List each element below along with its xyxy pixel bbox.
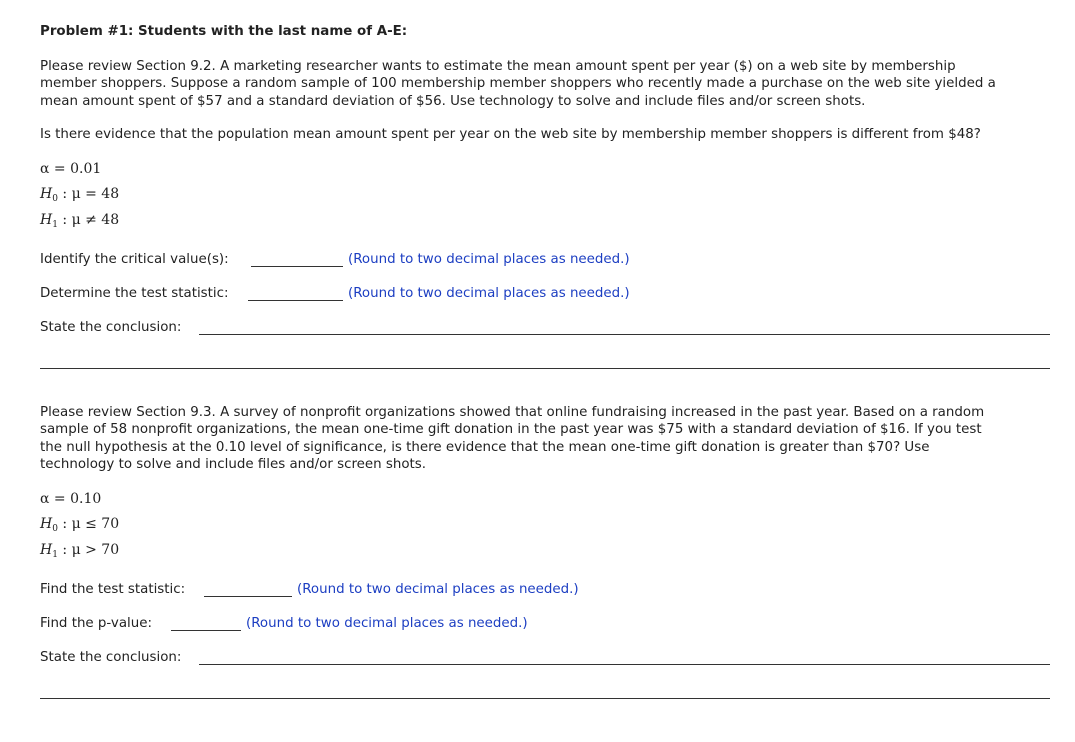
problem2-h1-symbol: H (40, 542, 53, 558)
problem2-intro (40, 404, 1050, 473)
problem1-intro (40, 58, 1050, 110)
problem1-alt-hypothesis (40, 212, 119, 230)
problem1-intro-line-1: Please review Section 9.2. A marketing researcher wants to estimate the mean amount spent per year ($) on a web site by membership (40, 59, 956, 74)
problem1-critical-hint: (Round to two decimal places as needed.) (348, 252, 630, 267)
problem1-conclusion-line-2[interactable] (40, 368, 1050, 369)
problem2-conclusion-label: State the conclusion: (40, 650, 182, 665)
problem2-conclusion-line-1[interactable] (199, 664, 1050, 665)
problem1-statistic-blank[interactable] (248, 300, 343, 301)
problem2-alpha: α = 0.10 (40, 491, 102, 507)
problem2-h0-symbol: H (40, 516, 53, 532)
problem2-statistic-blank[interactable] (204, 596, 292, 597)
problem1-h0-sub: 0 (52, 194, 58, 204)
problem2-intro-line-3: the null hypothesis at the 0.10 level of significance, is there evidence that the mean one-time gift donation is greater than $70? Use (40, 439, 930, 455)
problem2-intro-line-1: Please review Section 9.3. A survey of nonprofit organizations showed that online fundraising increased in the past year. Based on a random (40, 405, 985, 420)
problem2-h0-rest: : μ ≤ 70 (57, 516, 120, 532)
problem1-h1-symbol: H (40, 212, 53, 228)
problem2-pvalue-label: Find the p-value: (40, 616, 152, 631)
problem2-statistic-hint: (Round to two decimal places as needed.) (297, 582, 579, 597)
problem2-pvalue-blank[interactable] (171, 630, 241, 631)
problem1-conclusion-line-1[interactable] (199, 334, 1050, 335)
problem2-h0-sub: 0 (52, 524, 58, 534)
problem2-intro-line-4: technology to solve and include files and/or screen shots. (40, 456, 427, 472)
problem1-h0-rest: : μ = 48 (57, 186, 120, 202)
problem2-statistic-label: Find the test statistic: (40, 582, 186, 597)
problem2-h1-rest: : μ > 70 (57, 542, 120, 558)
problem1-statistic-hint: (Round to two decimal places as needed.) (348, 286, 630, 301)
problem2-pvalue-hint: (Round to two decimal places as needed.) (246, 616, 528, 631)
problem1-null-hypothesis (40, 186, 119, 204)
problem1-alpha: α = 0.01 (40, 161, 102, 177)
problem1-statistic-label: Determine the test statistic: (40, 286, 229, 301)
problem1-intro-line-2: member shoppers. Suppose a random sample of 100 membership member shoppers who recently made a purchase on the web site yielded a (40, 76, 996, 92)
problem1-h1-sub: 1 (52, 220, 58, 230)
problem2-h1-sub: 1 (52, 550, 58, 560)
problem1-question (40, 126, 1050, 143)
problem2-intro-line-2: sample of 58 nonprofit organizations, the mean one-time gift donation in the past year was $75 with a standard deviation of $16. If you test (40, 422, 982, 438)
problem1-critical-label: Identify the critical value(s): (40, 252, 229, 267)
problem1-title: Problem #1: Students with the last name of A-E: (40, 24, 408, 39)
problem2-null-hypothesis (40, 516, 119, 534)
problem1-h0-symbol: H (40, 186, 53, 202)
problem1-question-text: Is there evidence that the population mean amount spent per year on the web site by membership member shoppers is different from $48? (40, 127, 981, 142)
problem2-conclusion-line-2[interactable] (40, 698, 1050, 699)
problem2-alt-hypothesis (40, 542, 119, 560)
problem1-critical-blank[interactable] (251, 266, 343, 267)
problem1-h1-rest: : μ ≠ 48 (57, 212, 120, 228)
problem1-conclusion-label: State the conclusion: (40, 320, 182, 335)
problem1-intro-line-3: mean amount spent of $57 and a standard deviation of $56. Use technology to solve and include files and/or screen shots. (40, 93, 866, 109)
